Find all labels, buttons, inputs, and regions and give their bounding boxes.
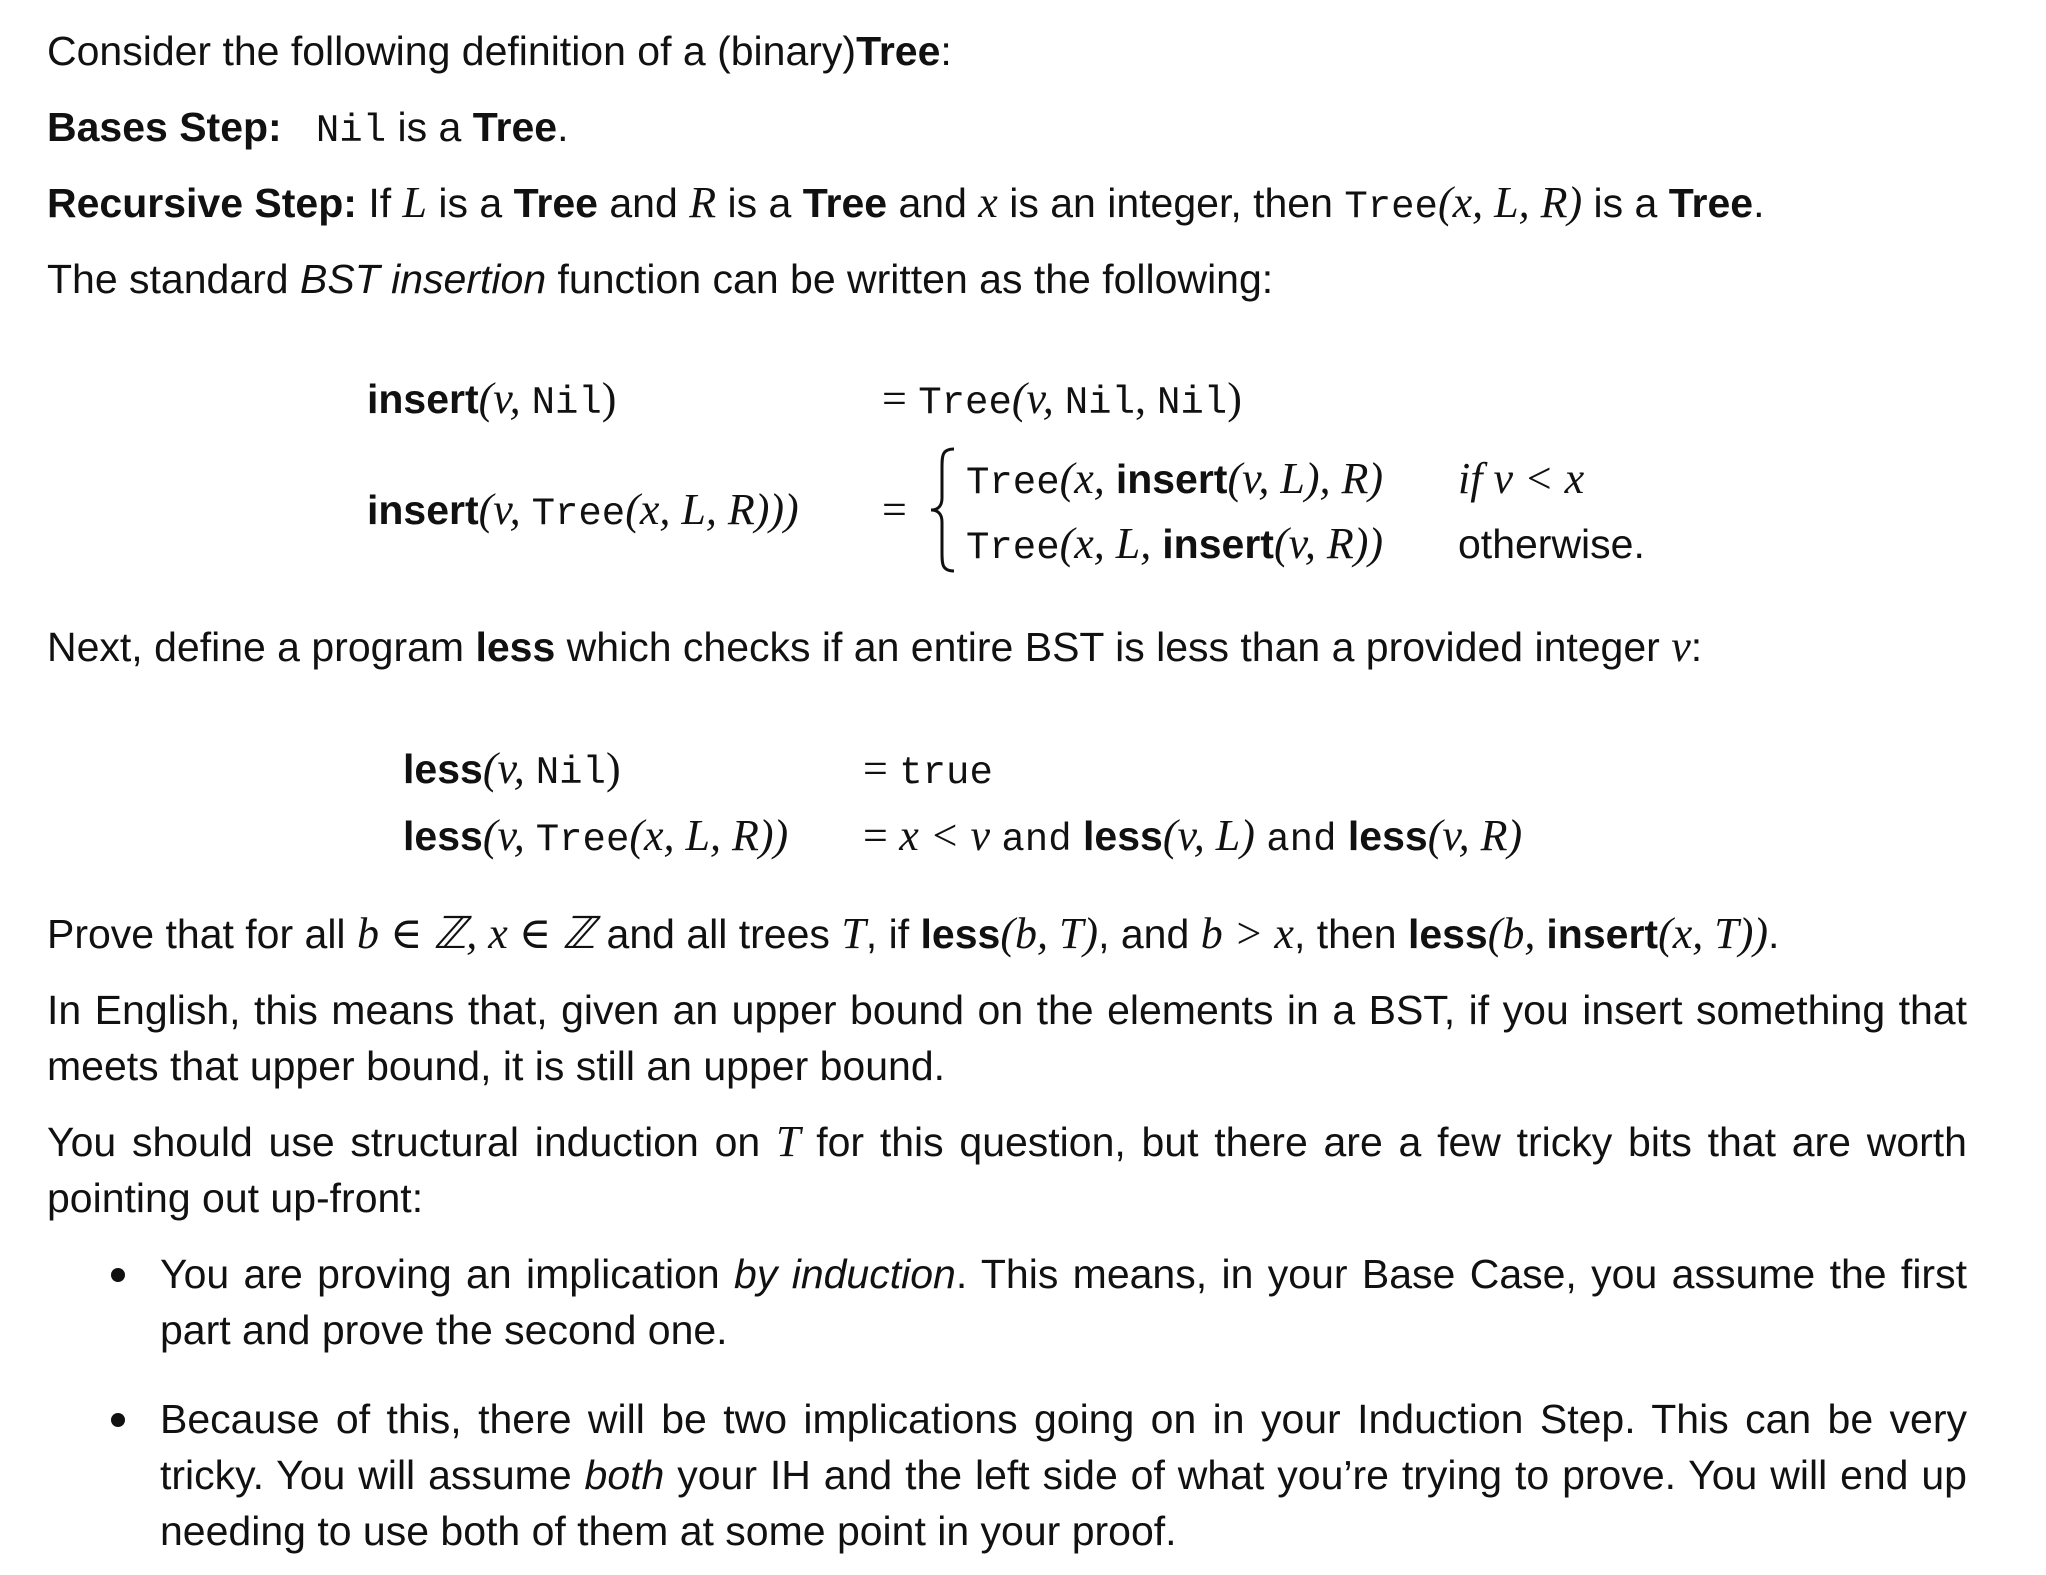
base-step-label: Bases Step: [47, 104, 282, 150]
math-args: (v, [482, 811, 536, 860]
text: your IH and the left side of what you’re trying to prove. You will end up needing to use both of them at some point in your proof. [160, 1452, 1967, 1554]
base-step-text: is a [397, 104, 462, 150]
math-args: (v, L), R) [1227, 454, 1384, 503]
insert-row2-lhs [367, 482, 799, 542]
equals-sign: = [882, 374, 907, 423]
period: . [1768, 911, 1780, 957]
insert-case1-condition [1458, 451, 1584, 507]
emphasis: by induction [734, 1251, 956, 1297]
insert-fn: insert [1546, 911, 1659, 957]
text: If [368, 180, 392, 226]
math-args: ) [1227, 374, 1242, 423]
less-row1-lhs [403, 741, 621, 801]
tree-constructor: Tree [1344, 185, 1438, 229]
math-var: T [841, 909, 866, 958]
text: The standard [47, 256, 289, 302]
math-args: (v, [478, 374, 532, 423]
insert-fn: insert [367, 487, 479, 533]
text: is a [438, 180, 503, 226]
bullet-icon [111, 1268, 125, 1282]
insert-row1-lhs [367, 371, 616, 431]
recursive-step-line [47, 175, 1967, 235]
less-fn: less [403, 813, 483, 859]
math-args: , [1135, 374, 1157, 423]
colon: : [1690, 624, 1703, 670]
math-expr: b ∈ ℤ, x ∈ ℤ [356, 909, 596, 958]
structural-induction-paragraph [47, 1114, 1967, 1226]
text: In English, this means that, given an upper bound on the elements in a BST, if you insert something that meets that upper bound, it is still an upper bound. [47, 987, 1967, 1089]
bullet-icon [111, 1413, 125, 1427]
math-args: (v, R)) [1273, 519, 1384, 568]
list-item [105, 1391, 1967, 1559]
condition-text: otherwise. [1458, 521, 1645, 567]
math-var: L [402, 178, 427, 227]
bst-intro-line [47, 251, 1967, 307]
period: . [1753, 180, 1765, 226]
insert-case2 [966, 516, 1383, 576]
text: , if [865, 911, 910, 957]
and-keyword: and [1266, 818, 1337, 862]
intro-text: Consider the following definition of a (binary) [47, 28, 857, 74]
math-args: ) [605, 744, 621, 793]
insert-case2-condition [1458, 516, 1645, 572]
tree-constructor: Tree [535, 818, 630, 862]
math-var: T [775, 1117, 801, 1166]
intro-line [47, 23, 1967, 79]
left-brace-icon [928, 446, 958, 574]
recursive-step-label: Recursive Step: [47, 180, 357, 226]
less-term: less [475, 624, 556, 670]
intro-colon: : [940, 28, 952, 74]
prove-statement [47, 906, 1967, 962]
math-args: (x, [1059, 454, 1116, 503]
tree-term: Tree [472, 104, 558, 150]
list-item [105, 1246, 1967, 1358]
tree-term: Tree [513, 180, 598, 226]
text: and [898, 180, 967, 226]
math-args: (x, T)) [1658, 909, 1769, 958]
and-keyword: and [1001, 818, 1072, 862]
less-intro-line [47, 619, 1967, 675]
equals-sign: = [863, 744, 888, 793]
text: , and [1098, 911, 1190, 957]
text: function can be written as the following: [557, 256, 1274, 302]
math-args: ) [601, 374, 617, 423]
text: is a [1593, 180, 1658, 226]
math-args: (x, L, R)) [629, 811, 789, 860]
condition-text: if v < x [1458, 454, 1585, 503]
insert-row1-rhs [882, 371, 1242, 431]
nil-term: Nil [315, 109, 387, 153]
less-fn: less [1407, 911, 1488, 957]
less-fn: less [920, 911, 1001, 957]
insert-fn: insert [1115, 456, 1228, 502]
english-explanation [47, 982, 1967, 1094]
text: . This means, in your Base Case, you assume the first part and prove the second one. [160, 1251, 1967, 1353]
tree-term: Tree [1668, 180, 1754, 226]
less-fn: less [1083, 813, 1163, 859]
base-step-line [47, 99, 1967, 159]
math-var: R [689, 178, 717, 227]
tree-constructor: Tree [531, 492, 626, 536]
nil-term: Nil [535, 751, 606, 795]
math-args: (v, [478, 485, 532, 534]
text: You are proving an implication [160, 1251, 720, 1297]
math-var: x [978, 178, 998, 227]
true-term: true [899, 751, 993, 795]
tree-constructor: Tree [966, 526, 1060, 570]
text: is an integer, then [1009, 180, 1333, 226]
hint-list [105, 1246, 1967, 1559]
math-var: v [1671, 622, 1691, 671]
less-row2-rhs [863, 808, 1522, 868]
math-args: (b, [1487, 909, 1547, 958]
math-args: (x, L, R) [1437, 178, 1583, 227]
text: , then [1293, 911, 1397, 957]
text: Because of this, there will be two implications going on in your Induction Step. This can be very tricky. You will assume [160, 1396, 1967, 1498]
insert-case1 [966, 451, 1383, 511]
tree-term: Tree [856, 28, 941, 74]
nil-term: Nil [1064, 381, 1135, 425]
nil-term: Nil [531, 381, 602, 425]
math-args: (v, [482, 744, 536, 793]
nil-term: Nil [1157, 381, 1228, 425]
equals-sign: = [882, 485, 907, 534]
text: is a [727, 180, 792, 226]
less-fn: less [1347, 813, 1428, 859]
tree-constructor: Tree [966, 461, 1060, 505]
text: and all trees [606, 911, 830, 957]
math-args: (v, [1011, 374, 1065, 423]
text: Next, define a program [47, 624, 465, 670]
less-row2-lhs [403, 808, 788, 868]
insert-row2-eq [882, 482, 907, 538]
math-args: (x, L, [1059, 519, 1163, 568]
math-args: (v, L) [1162, 811, 1255, 860]
equals-sign: = [863, 811, 888, 860]
text: and [609, 180, 678, 226]
math-comparison: x < v [899, 811, 990, 860]
math-args: (v, R) [1427, 811, 1523, 860]
tree-constructor: Tree [918, 381, 1012, 425]
period: . [557, 104, 569, 150]
math-expr: b > x [1200, 909, 1294, 958]
insert-fn: insert [367, 376, 479, 422]
math-args: (x, L, R))) [625, 485, 799, 534]
bst-insertion-emph: BST insertion [300, 256, 547, 302]
emphasis: both [584, 1452, 665, 1498]
less-fn: less [403, 746, 483, 792]
insert-fn: insert [1162, 521, 1274, 567]
tree-term: Tree [802, 180, 888, 226]
text: Prove that for all [47, 911, 346, 957]
text: You should use structural induction on [47, 1119, 761, 1165]
text: which checks if an entire BST is less than a provided integer [566, 624, 1660, 670]
math-args: (b, T) [1000, 909, 1099, 958]
text: for this question, but there are a few tricky bits that are worth pointing out up-front: [47, 1119, 1967, 1221]
less-row1-rhs [863, 741, 993, 801]
